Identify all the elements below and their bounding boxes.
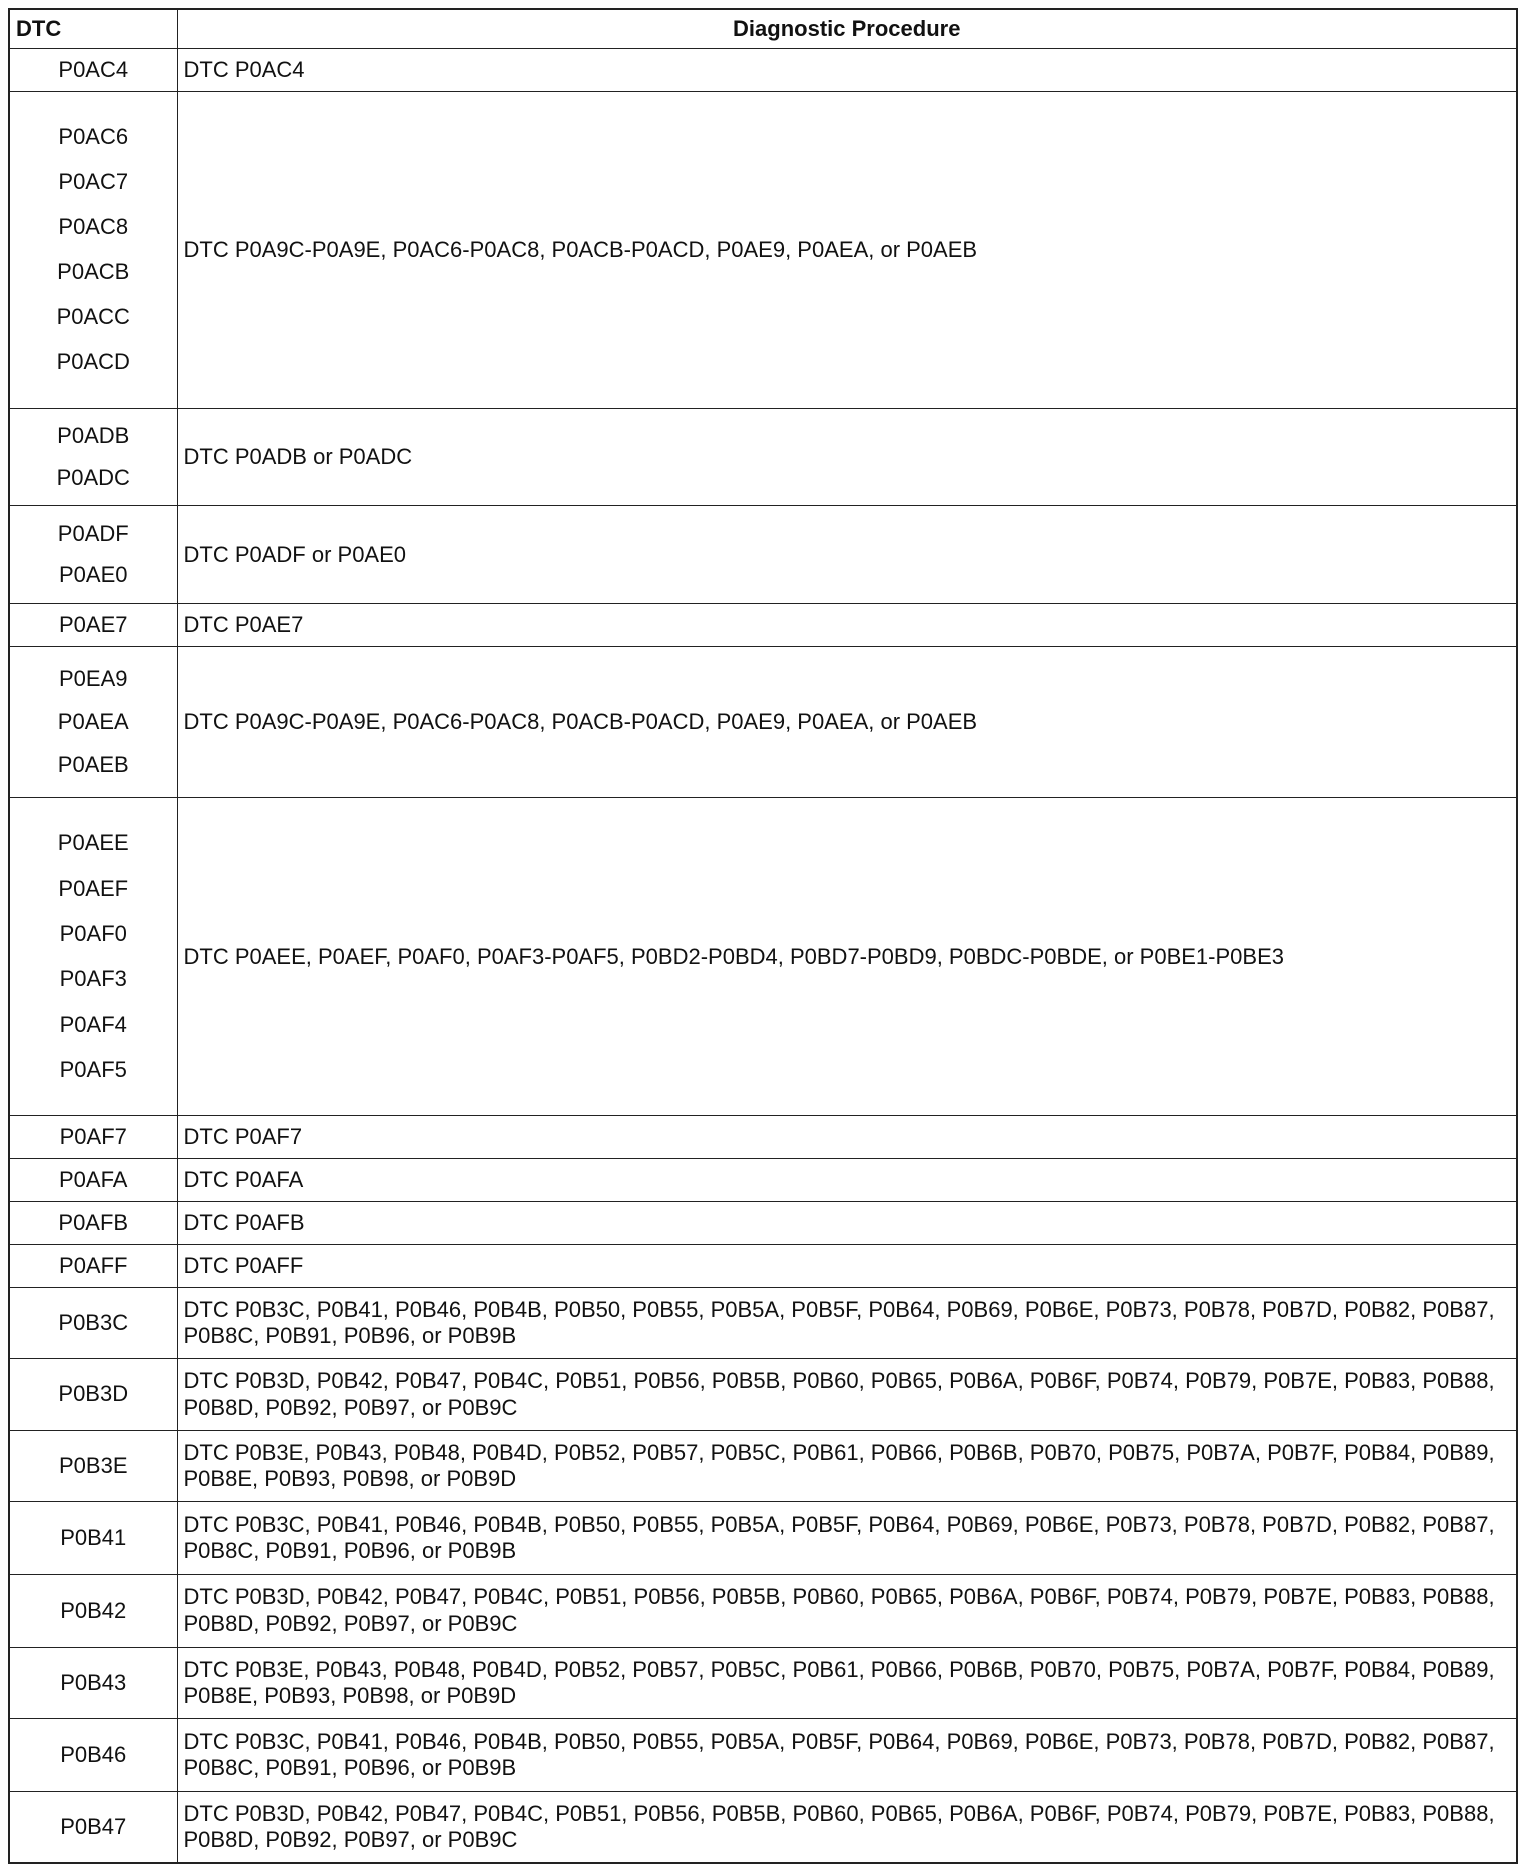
dtc-code: P0AEA <box>57 708 129 734</box>
dtc-code: P0AF0 <box>59 921 127 946</box>
diagnostic-procedure-cell: DTC P0B3D, P0B42, P0B47, P0B4C, P0B51, P0B56, P0B5B, P0B60, P0B65, P0B6A, P0B6F, P0B74, P0B79, P0B7E, P0B83, P0B88, P0B8D, P0B92, P0B97, or P0B9C <box>177 1791 1517 1863</box>
dtc-code: P0ADB <box>57 423 130 449</box>
table-row <box>9 49 1517 92</box>
dtc-code: P0ADF <box>57 520 129 546</box>
table-row <box>9 1575 1517 1648</box>
dtc-code: P0AFA <box>59 1167 128 1193</box>
diagnostic-procedure-cell: DTC P0B3C, P0B41, P0B46, P0B4B, P0B50, P0B55, P0B5A, P0B5F, P0B64, P0B69, P0B6E, P0B73, P0B78, P0B7D, P0B82, P0B87, P0B8C, P0B91, P0B96, or P0B9B <box>177 1719 1517 1792</box>
dtc-code: P0AC6 <box>58 123 129 149</box>
diagnostic-procedure-cell: DTC P0B3D, P0B42, P0B47, P0B4C, P0B51, P0B56, P0B5B, P0B60, P0B65, P0B6A, P0B6F, P0B74, P0B79, P0B7E, P0B83, P0B88, P0B8D, P0B92, P0B97, or P0B9C <box>177 1359 1517 1430</box>
dtc-code: P0ACB <box>57 259 130 285</box>
dtc-code: P0B47 <box>60 1813 127 1839</box>
table-row <box>9 1647 1517 1718</box>
diagnostic-procedure-cell: DTC P0AFF <box>177 1245 1517 1288</box>
table-row <box>9 1159 1517 1202</box>
header-dtc: DTC <box>9 9 177 49</box>
dtc-code: P0AEF <box>58 875 129 901</box>
diagnostic-procedure-cell: DTC P0AEE, P0AEF, P0AF0, P0AF3-P0AF5, P0BD2-P0BD4, P0BD7-P0BD9, P0BDC-P0BDE, or P0BE1-P0BE3 <box>177 798 1517 1116</box>
table-row <box>9 506 1517 604</box>
diagnostic-procedure-cell: DTC P0B3D, P0B42, P0B47, P0B4C, P0B51, P0B56, P0B5B, P0B60, P0B65, P0B6A, P0B6F, P0B74, P0B79, P0B7E, P0B83, P0B88, P0B8D, P0B92, P0B97, or P0B9C <box>177 1575 1517 1648</box>
diagnostic-procedure-cell: DTC P0B3E, P0B43, P0B48, P0B4D, P0B52, P0B57, P0B5C, P0B61, P0B66, P0B6B, P0B70, P0B75, P0B7A, P0B7F, P0B84, P0B89, P0B8E, P0B93, P0B98, or P0B9D <box>177 1430 1517 1501</box>
dtc-code-cell <box>9 604 177 647</box>
dtc-code: P0B3E <box>59 1452 128 1478</box>
dtc-code: P0AF4 <box>59 1011 127 1037</box>
dtc-procedure-table <box>8 8 1518 1864</box>
dtc-code: P0B46 <box>60 1741 127 1767</box>
dtc-code-cell <box>9 1287 177 1358</box>
diagnostic-procedure-cell: DTC P0AF7 <box>177 1116 1517 1159</box>
dtc-code-cell <box>9 1647 177 1718</box>
diagnostic-procedure-cell: DTC P0B3C, P0B41, P0B46, P0B4B, P0B50, P0B55, P0B5A, P0B5F, P0B64, P0B69, P0B6E, P0B73, P0B78, P0B7D, P0B82, P0B87, P0B8C, P0B91, P0B96, or P0B9B <box>177 1502 1517 1575</box>
dtc-code-cell <box>9 1502 177 1575</box>
dtc-code-cell <box>9 647 177 798</box>
dtc-code: P0AF3 <box>59 966 127 992</box>
dtc-code: P0ACC <box>56 304 130 330</box>
diagnostic-procedure-cell: DTC P0ADB or P0ADC <box>177 408 1517 506</box>
table-header-row <box>9 9 1517 49</box>
table-row <box>9 1202 1517 1245</box>
dtc-code-cell <box>9 49 177 92</box>
diagnostic-procedure-cell: DTC P0ADF or P0AE0 <box>177 506 1517 604</box>
table-row <box>9 408 1517 506</box>
dtc-code-cell <box>9 91 177 408</box>
dtc-code-cell <box>9 1719 177 1792</box>
diagnostic-procedure-cell: DTC P0B3C, P0B41, P0B46, P0B4B, P0B50, P0B55, P0B5A, P0B5F, P0B64, P0B69, P0B6E, P0B73, P0B78, P0B7D, P0B82, P0B87, P0B8C, P0B91, P0B96, or P0B9B <box>177 1287 1517 1358</box>
dtc-code: P0AF5 <box>59 1056 127 1082</box>
dtc-code: P0B43 <box>60 1669 127 1695</box>
dtc-code: P0AF7 <box>59 1124 127 1150</box>
dtc-code-cell <box>9 1359 177 1430</box>
dtc-code: P0AC7 <box>58 168 129 194</box>
table-row <box>9 647 1517 798</box>
diagnostic-procedure-cell: DTC P0B3E, P0B43, P0B48, P0B4D, P0B52, P0B57, P0B5C, P0B61, P0B66, P0B6B, P0B70, P0B75, P0B7A, P0B7F, P0B84, P0B89, P0B8E, P0B93, P0B98, or P0B9D <box>177 1647 1517 1718</box>
dtc-code: P0AFB <box>58 1209 129 1235</box>
dtc-code: P0AEE <box>57 830 129 856</box>
dtc-code: P0AFF <box>59 1252 128 1278</box>
table-row <box>9 1359 1517 1430</box>
table-row <box>9 604 1517 647</box>
table-row <box>9 1287 1517 1358</box>
table-row <box>9 91 1517 408</box>
header-diagnostic-procedure: Diagnostic Procedure <box>177 9 1517 49</box>
table-row <box>9 1430 1517 1501</box>
dtc-code: P0EA9 <box>59 665 128 691</box>
dtc-code: P0AE7 <box>59 611 128 637</box>
table-row <box>9 1791 1517 1863</box>
table-body <box>9 49 1517 1864</box>
diagnostic-procedure-cell: DTC P0A9C-P0A9E, P0AC6-P0AC8, P0ACB-P0ACD, P0AE9, P0AEA, or P0AEB <box>177 91 1517 408</box>
table-row <box>9 1502 1517 1575</box>
dtc-code-cell <box>9 408 177 506</box>
dtc-code-cell <box>9 1245 177 1288</box>
diagnostic-procedure-cell: DTC P0AC4 <box>177 49 1517 92</box>
table-row <box>9 1719 1517 1792</box>
table-row <box>9 1116 1517 1159</box>
dtc-code-cell <box>9 1791 177 1863</box>
dtc-code: P0B42 <box>60 1597 127 1623</box>
dtc-code-cell <box>9 1159 177 1202</box>
diagnostic-procedure-cell: DTC P0AE7 <box>177 604 1517 647</box>
dtc-code: P0AC8 <box>58 214 129 240</box>
dtc-code-cell <box>9 1116 177 1159</box>
dtc-code: P0ACD <box>56 349 130 375</box>
dtc-code-cell <box>9 506 177 604</box>
diagnostic-procedure-cell: DTC P0AFB <box>177 1202 1517 1245</box>
dtc-code: P0AC4 <box>58 56 129 82</box>
dtc-code: P0AE0 <box>59 562 128 588</box>
diagnostic-procedure-cell: DTC P0AFA <box>177 1159 1517 1202</box>
dtc-code: P0B3D <box>58 1381 129 1407</box>
table-row <box>9 1245 1517 1288</box>
dtc-code: P0B3C <box>58 1309 129 1335</box>
dtc-code-cell <box>9 798 177 1116</box>
dtc-code-cell <box>9 1202 177 1245</box>
table-row <box>9 798 1517 1116</box>
dtc-code-cell <box>9 1430 177 1501</box>
dtc-code-cell <box>9 1575 177 1648</box>
dtc-code: P0B41 <box>60 1524 127 1550</box>
diagnostic-procedure-cell: DTC P0A9C-P0A9E, P0AC6-P0AC8, P0ACB-P0ACD, P0AE9, P0AEA, or P0AEB <box>177 647 1517 798</box>
dtc-code: P0AEB <box>57 752 129 778</box>
dtc-code: P0ADC <box>56 464 130 490</box>
